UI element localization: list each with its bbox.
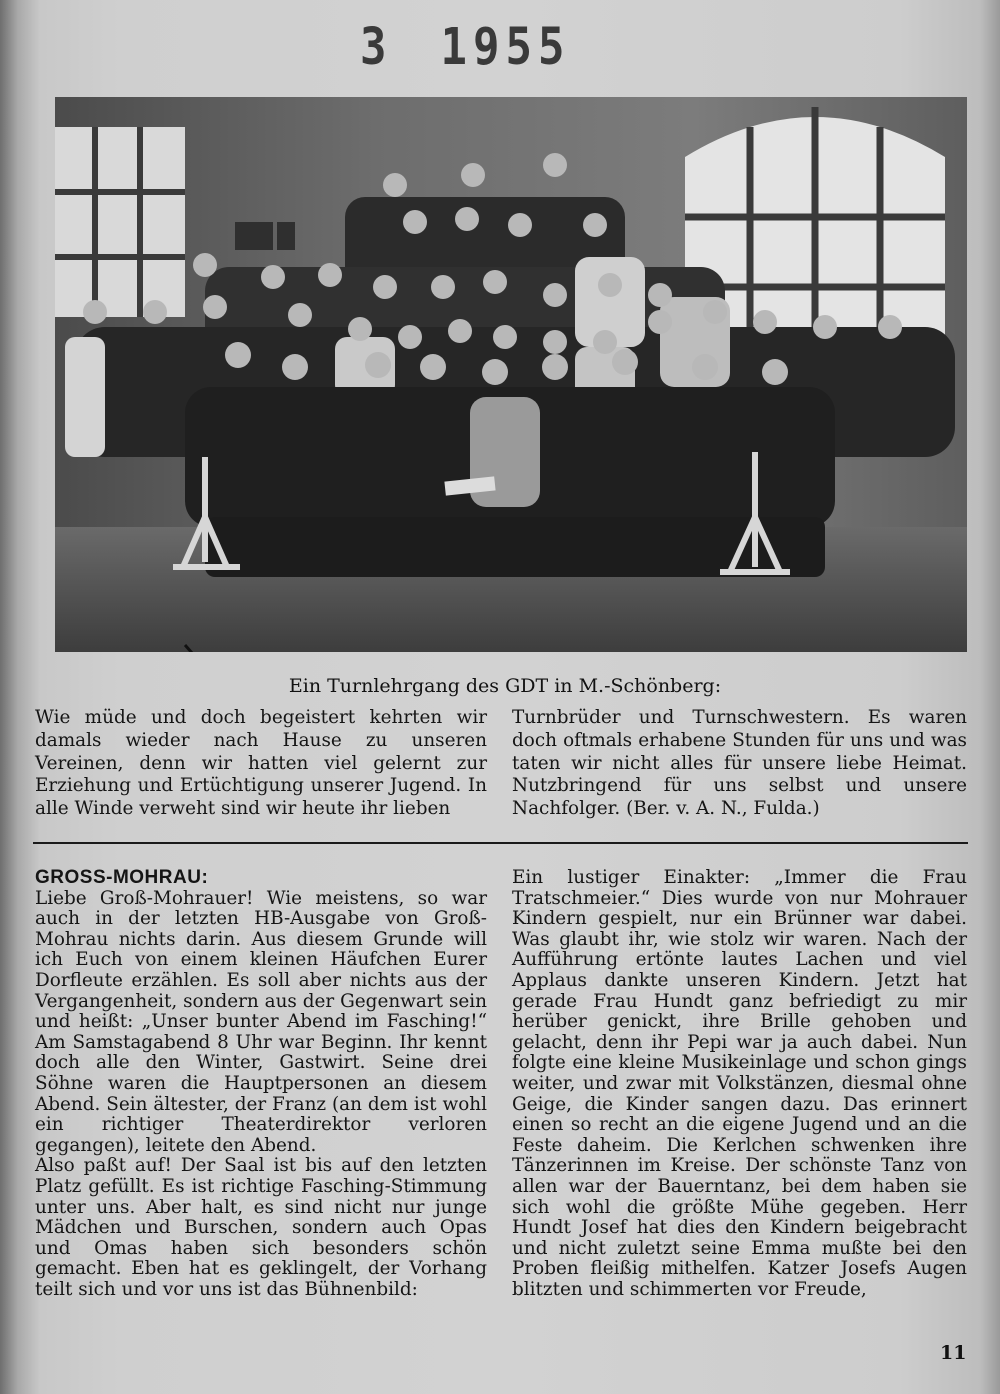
section-heading: GROSS-MOHRAU: xyxy=(35,867,209,888)
group-photo-illustration xyxy=(55,97,967,652)
article1-left-column xyxy=(35,707,487,821)
left-window xyxy=(55,127,185,317)
article2-right-text: Ein lustiger Einakter: „Immer die Frau Tratschmeier.“ Dies wurde von nur Mohrauer Kindern gespielt, nur ein Brünner war dabei. Was glaubt ihr, wie stolz wir waren. Nach der Aufführung ertönte lautes Lachen und viel Applaus dankte unseren Kindern. Jetzt hat gerade Frau Hundt ganz befriedigt zu mir herüber genickt, ihre Brille gehoben und gelacht, denn ihr Pepi war ja auch dabei. Nun folgte eine kleine Musikeinlage und schon gings weiter, und zwar mit Volkstänzen, diesmal ohne Geige, die Kinder sangen dazu. Das erinnert einen so recht an die eigene Jugend und an die Feste daheim. Die Kerlchen schwenken ihre Tänzerinnen im Kreise. Der schönste Tanz von allen war der Bauerntanz, bei dem haben sie sich wohl die größte Mühe gegeben. Herr Hundt Josef hat dies den Kindern beigebracht und nicht zuletzt seine Emma mußte bei den Proben fleißig mithelfen. Katzer Josefs Augen blitzten und schimmerten vor Freude, xyxy=(512,867,967,1300)
issue-year: 1955 xyxy=(440,18,571,77)
group-photograph xyxy=(55,97,967,652)
article2-left-paragraph-1: Liebe Groß-Mohrauer! Wie meistens, so war auch in der letzten HB-Ausgabe von Groß-Mohrau nichts darin. Aus diesem Grunde will ich Euch von einem kleinen Häufchen Eurer Dorfleute erzählen. Es soll aber nichts aus der Vergangenheit, sondern aus der Gegenwart sein und heißt: „Unser bunter Abend im Fasching!“ Am Samstagabend 8 Uhr war Beginn. Ihr kennt doch alle den Winter, Gastwirt. Seine drei Söhne waren die Hauptpersonen an diesem Abend. Sein ältester, der Franz (an dem ist wohl ein richtiger Theaterdirektor verloren gegangen), leitete den Abend. xyxy=(35,887,487,1156)
article2-left-column xyxy=(35,868,487,1300)
article2-right-column xyxy=(512,868,967,1300)
issue-stamp xyxy=(360,18,620,87)
article1-left-text: Wie müde und doch begeistert kehrten wir damals wieder nach Hause zu unseren Vereinen, denn wir hatten viel gelernt zur Erziehung und Ertüchtigung unserer Jugend. In alle Winde verweht sind wir heute ihr lieben xyxy=(35,707,487,820)
issue-number: 3 xyxy=(360,18,393,77)
article1-right-text: Turnbrüder und Turnschwestern. Es waren doch oftmals erhabene Stunden für uns und was taten wir nicht alles für unsere liebe Heimat. Nutzbringend für uns selbst und unsere Nachfolger. (Ber. v. A. N., Fulda.) xyxy=(512,707,967,820)
article2-left-paragraph-2: Also paßt auf! Der Saal ist bis auf den letzten Platz gefüllt. Es ist richtige Fasching-Stimmung unter uns. Aber halt, es sind nicht nur junge Mädchen und Burschen, sondern auch Opas und Omas haben sich besonders schön gemacht. Eben hat es geklingelt, der Vorhang teilt sich und vor uns ist das Bühnenbild: xyxy=(35,1155,487,1300)
section-divider xyxy=(33,842,968,844)
page-number: 11 xyxy=(940,1342,967,1364)
article1-right-column xyxy=(512,707,967,821)
photo-caption: Ein Turnlehrgang des GDT in M.-Schönberg: xyxy=(288,675,722,697)
